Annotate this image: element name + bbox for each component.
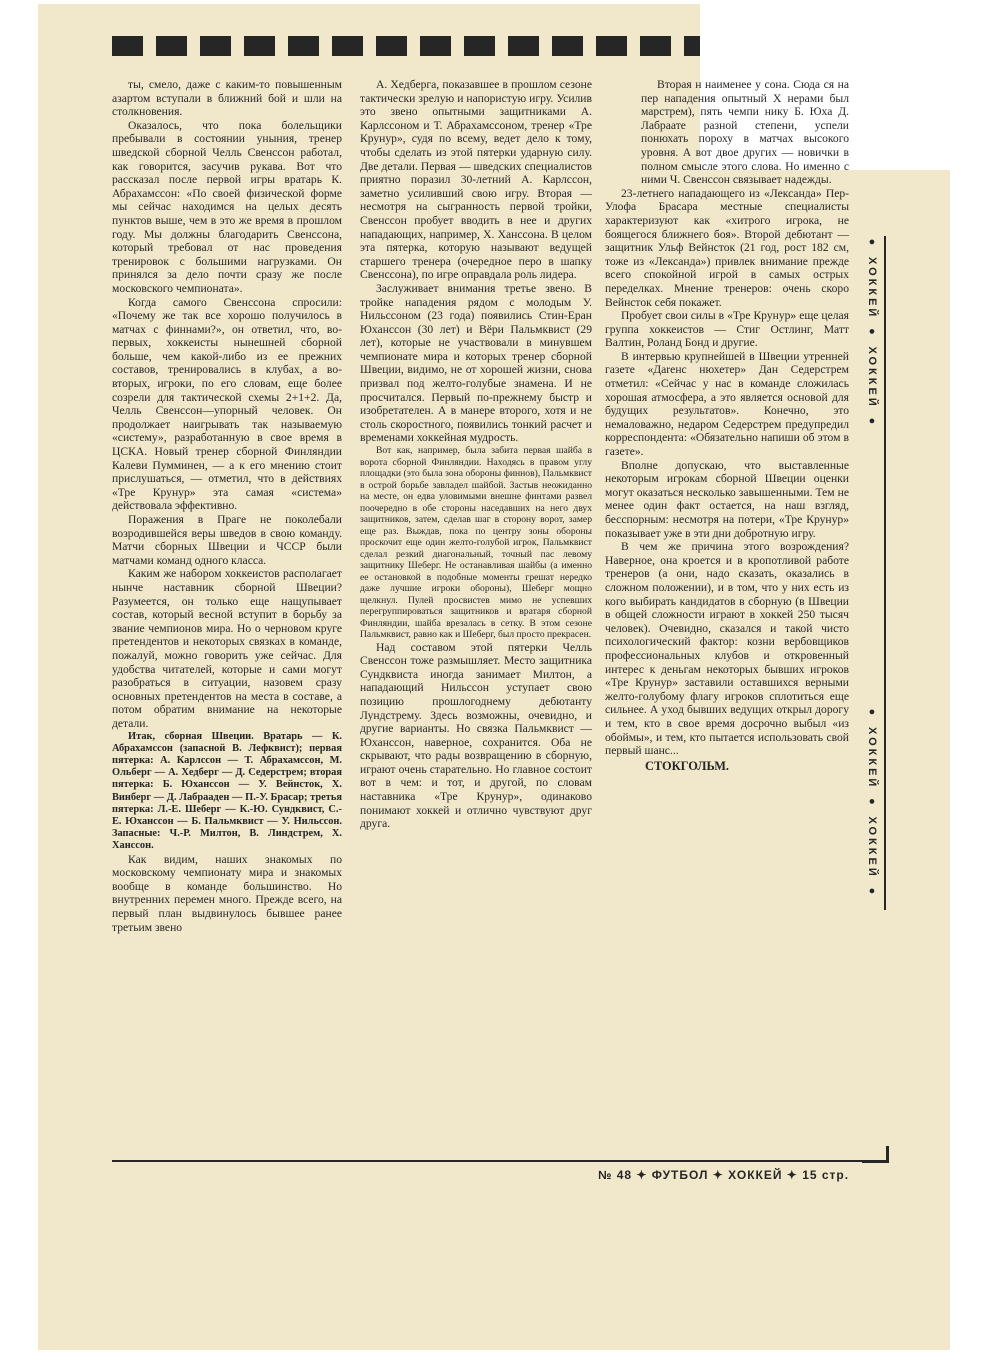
paragraph: Как видим, наших знакомых по московскому чемпионату мира и знакомых вообще в команде большинство. Но внутренних перемен много. Прежде всего, на первый план выдвинулось бывшее ранее третьим звено [112,852,342,934]
side-label-top: ● ХОККЕЙ ● ХОККЕЙ ● [866,236,878,430]
footer-rule [112,1160,882,1162]
paragraph: Поражения в Праге не поколебали возродившейся веры шведов в свою команду. Матчи сборных Швеции и ЧССР были матчами команд одного класса. [112,513,342,567]
page-footer: № 48 ✦ ФУТБОЛ ✦ ХОККЕЙ ✦ 15 стр. [598,1168,850,1182]
article-column-2 [360,78,592,831]
paragraph: Оказалось, что пока болельщики пребывали в состоянии уныния, тренер шведской сборной Челль Свенссон работал, как говорится, засучив рукава. Вот что рассказал после первой игры вратарь К. Абрахамссон: «По своей физической форме мы сейчас находимся на целых десять пунктов выше, чем в это же время в прошлом году. Мы должны благодарить Свенссона, который требовал от нас проведения тренировок с большими нагрузками. Он принялся за дело почти сразу же после московского чемпионата». [112,118,342,295]
paragraph: Вторая н наименее у сона. Сюда ся на пер нападения опытный Х нерами был марстрем), пять чемпи нику Б. Юха Д. Лабраате разной степени, успели понюхать пороху в матчах высокого уровня. А вот двое других — новички в полном смысле этого слова. Но именно с ними Ч. Свенссон связывает надежды. [641,78,849,187]
article-column-1 [112,78,342,934]
paragraph: СТОКГОЛЬМ. [645,758,729,773]
paragraph: Пробует свои силы в «Тре Крунур» еще целая группа хоккеистов — Стиг Остлинг, Матт Валтин, Роланд Бонд и другие. [605,309,849,350]
paragraph: Вполне допускаю, что выставленные некоторым игрокам сборной Швеции оценки могут оказаться несколько завышенными. Тем не менее один факт остается, на наш взгляд, бесспорным: несмотря на потери, «Тре Крунур» показывает уже в эти дни добротную игру. [605,458,849,540]
paragraph: ты, смело, даже с каким-то повышенным азартом вступали в ближний бой и шли на столкновения. [112,78,342,119]
paragraph: Итак, сборная Швеции. Вратарь — К. Абрахамссон (запасной В. Лефквист); первая пятерка: А. Карлссон — Т. Абрахамссон, М. Ольберг — А. Хедберг — Д. Седерстрем; вторая пятерка: Б. Юхансcон — У. Вейнсток, Х. Винберг — Д. Лабраaден — П.-У. Брасар; третья пятерка: Л.-Е. Шеберг — К.-Ю. Сундквист, С.-Е. Юхансcон — Б. Пальмквист — У. Нильссон. Запасные: Ч.-Р. Милтон, В. Линдстрем, Х. Xанссон. [112,730,342,852]
side-label-strip [866,236,886,910]
paragraph: Каким же набором хоккеистов располагает нынче наставник сборной Швеции? Разумеется, он только еще нащупывает состав, который весной вступит в борьбу за звание чемпионов мира. Но о черновом круге претендентов и некоторых связках в команде, пожалуй, можно говорить уже сейчас. Для удобства читателей, которые и сами могут разобраться в ситуации, назовем сразу основных претендентов на места в составе, а потом обратим внимание на некоторые детали. [112,567,342,730]
paragraph: В чем же причина этого возрождения? Наверное, она кроется и в кропотливой работе тренеров (а они, надо сказать, оказались в сложном положении), и в том, что у них есть из кого выбирать кандидатов в сборную (в Швеции в общей сложности играют в хоккей 250 тысяч человек). Очевидно, сказался и такой чисто психологический фактор: козни вербовщиков профессиональных клубов и откровенный интерес к деньгам некоторых бывших игроков «Тре Крунур» заставили оставшихся верными желто-голубому флагу игроков сплотиться еще сильнее. А уход бывших ведущих открыл дорогу и тем, кто в свое время досрочно выбыл «из обоймы», и тем, кто пытается использовать свой первый шанс... [605,540,849,758]
paragraph: Над составом этой пятерки Челль Свенссон тоже размышляет. Место защитника Сундквиста иногда занимает Милтон, а нападающий Нильссон уступает свою позицию прошлогоднему дебютанту Лундстрему. Здесь возможны, очевидно, и другие варианты. Но связка Пальмквист — Юханссон, наверное, сохранится. Оба не скрывают, что рады возвращению в сборную, играют очень старательно. Но главное состоит вот в чем: и тот, и другой, по словам наставника «Тре Крунур», одинаково понимают хоккей и отлично чувствуют друг друга. [360,640,592,831]
paragraph: Когда самого Свенссона спросили: «Почему же так все хорошо получилось в матчах с финнами?», он ответил, что, во-первых, хоккеисты нынешней сборной больше, чем какой-либо из ее прежних составов, тренировались в клубах, а во-вторых, игроки, по его словам, еще более созрели для тактической схемы 2+1+2. Да, Челль Свенссон—упорный человек. Он продолжает наигрывать так называемую «систему», разработанную в свое время в ЦСКА. Новый тренер сборной Финляндии Калеви Пумминен, — а к его мнению стоит прислушаться, — отметил, что в действиях «Тре Крунур» эта самая «система» действовала эффективно. [112,295,342,513]
paragraph: Вот как, например, была забита первая шайба в ворота сборной Финляндии. Находясь в правом углу площадки (это была зона обороны финнов), Пальмквист в острой борьбе завладел шайбой. Застыв неожиданно на месте, он едва уловимыми внешне финтами развел поочередно в обе стороны наседавших на него двух защитников, затем, сделав шаг в сторону ворот, замер еще раз. Выждав, пока по центру зоны обороны проскочит еще один желто-голубой игрок, Пальмквист сделал резкий диагональный, точный пас левому защитнику Шеберг. Не останавливая шайбы (а именно ее остановкой в подобные моменты грешат нередко даже лучшие игроки обороны), Шеберг мощно щелкнул. Пулей просвистев мимо не успевших перегруппироваться защитников и вратаря сборной Финляндии, шайба врезалась в сетку. В этом сезоне Пальмквист, равно как и Шеберг, был просто прекрасен. [360,445,592,641]
paragraph: В интервью крупнейшей в Швеции утренней газете «Даrенс нюхетер» Дан Седерстрем отметил: «Сейчас у нас в команде сложилась хорошая атмосфера, а это является основой для будущих результатов». Конечно, это немаловажно, недаром Седерстрем предупредил корреспондента: «Обязательно напиши об этом в газете». [605,349,849,459]
paragraph: А. Хедберга, показавшее в прошлом сезоне тактически зрелую и напористую игру. Усилив это звено опытными защитниками А. Карлссоном и Т. Абрахамссоном, тренер «Тре Крунур», судя по всему, ведет дело к тому, чтобы сделать из этой пятерки ударную силу. Две детали. Первая — шведских специалистов приятно поразил 30-летний А. Карлссон, заметно усиливший свою игру. Вторая — несмотря на сыгранность первой тройки, Свенссон пробует вводить в нее и других нападающих, например, Х. Ханссона. В целом эта пятерка, которую называют ведущей старшего тренера (очередное перо в шапку Свенссона), по игре оправдала роль лидера. [360,78,592,282]
paragraph: 23-летнего нападающего из «Лександа» Пер-Улофа Брасара местные специалисты характеризуют как «хитрого игрока, не боящегося ближнего боя». Второй дебютант — защитник Ульф Вейнсток (21 год, рост 182 см, тоже из «Лександа») привлек внимание прежде всего спокойной игрой в самых острых переделках. Мнение тренеров: очень скоро Вейнсток себя покажет. [605,186,849,309]
side-label-bottom: ● ХОККЕЙ ● ХОККЕЙ ● [866,706,878,900]
paragraph: Заслуживает внимания третье звено. В тройке нападения рядом с молодым У. Нильссоном (23 года) появились Стин-Еран Юханссон (30 лет) и Вёри Пальмквист (29 лет), которые не участвовали в минувшем чемпионате мира и которых тренер сборной Швеции, видимо, не от хорошей жизни, снова призвал под желто-голубые знамена. И не просчитался. Первый по-прежнему быстр и изобретателен. А в манере второго, хотя и не столь скоростного, появились тонкий расчет и временами хоккейная мудрость. [360,281,592,445]
article-column-3 [605,78,849,773]
